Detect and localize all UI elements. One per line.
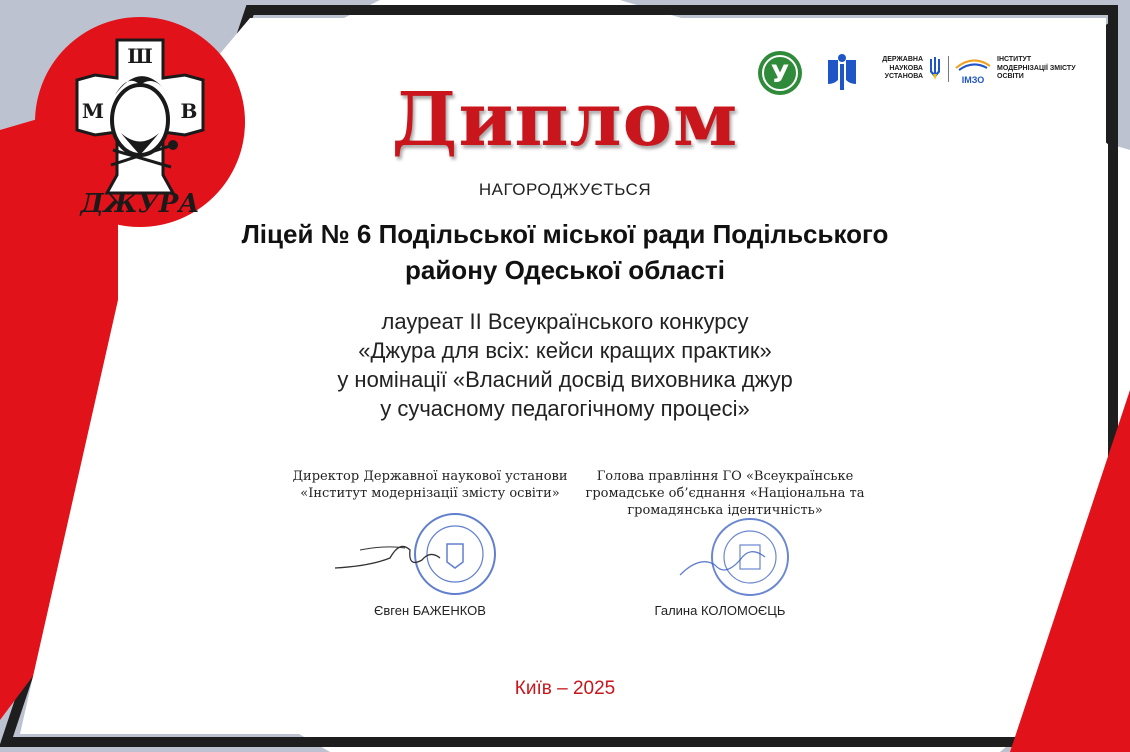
awarded-label: НАГОРОДЖУЄТЬСЯ xyxy=(478,180,652,199)
signatory-1-name: Євген БАЖЕНКОВ xyxy=(374,603,486,618)
svg-text:У: У xyxy=(770,60,790,88)
signatory-2-stamp-signature xyxy=(670,515,810,600)
imzo-logo: ІМЗО xyxy=(953,56,993,85)
signatory-1-stamp-signature xyxy=(330,510,510,600)
u-letter-logo xyxy=(757,50,803,96)
signatory-2-title: Голова правління ГО «Всеукраїнське громадське об’єднання «Національна та громадянська ідентичність» xyxy=(585,469,865,518)
footer-place-year: Київ – 2025 xyxy=(514,678,616,699)
globe-swoosh-icon xyxy=(953,56,993,72)
recipient-line-2: району Одеської області xyxy=(404,255,725,285)
emblem-name: ДЖУРА xyxy=(80,189,200,219)
emblem-letter-top: Ш xyxy=(127,44,153,68)
dzhura-emblem-logo xyxy=(33,15,247,229)
description-line-2: «Джура для всіх: кейси кращих практик» xyxy=(358,338,772,363)
description-line-1: лауреат ІІ Всеукраїнського конкурсу xyxy=(381,309,749,334)
trident-shield-logo xyxy=(822,50,862,94)
description-line-4: у сучасному педагогічному процесі» xyxy=(380,396,750,421)
imzo-text: ІНСТИТУТ МОДЕРНІЗАЦІЇ ЗМІСТУ ОСВІТИ xyxy=(997,56,1076,80)
recipient-line-1: Ліцей № 6 Подільської міської ради Подільського xyxy=(241,219,889,249)
state-institution-text: ДЕРЖАВНА НАУКОВА УСТАНОВА xyxy=(882,56,923,80)
signatory-1-title: Директор Державної наукової установи «Інститут модернізації змісту освіти» xyxy=(292,469,568,501)
emblem-letter-right: В xyxy=(180,99,198,123)
description-line-3: у номінації «Власний досвід виховника джур xyxy=(337,367,793,392)
emblem-letter-left: М xyxy=(81,99,105,123)
recipient-name xyxy=(160,216,970,288)
signatory-2-name: Галина КОЛОМОЄЦЬ xyxy=(654,603,786,618)
award-description xyxy=(220,307,910,423)
trident-icon xyxy=(928,56,942,82)
diploma-title: Диплом xyxy=(391,77,739,163)
